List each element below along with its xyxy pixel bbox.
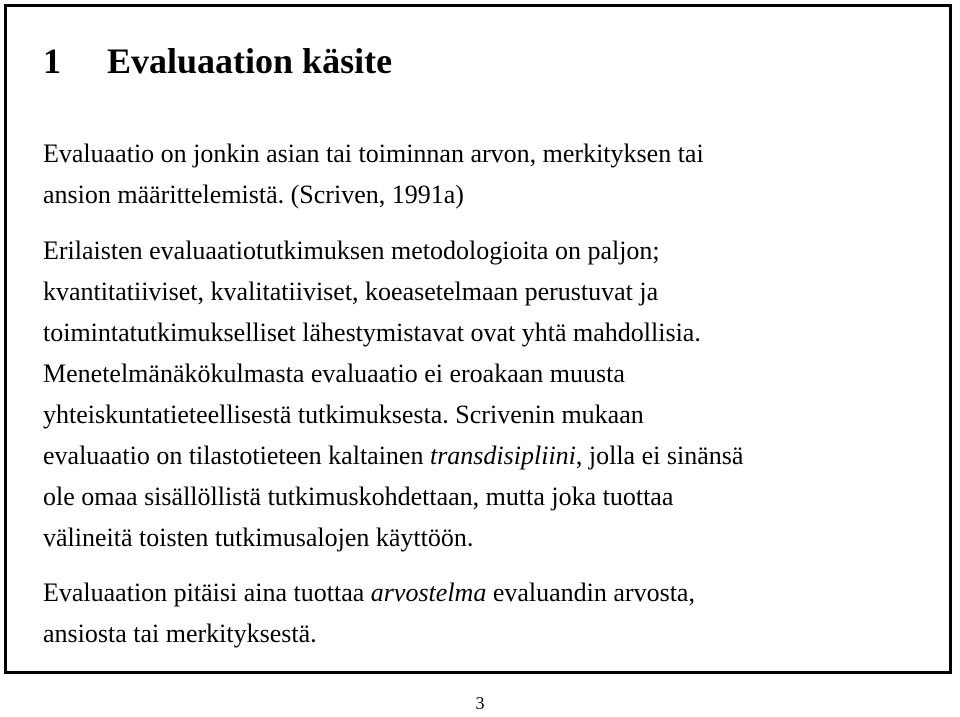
text-line bbox=[43, 230, 743, 271]
text-line bbox=[43, 133, 704, 174]
text-line bbox=[43, 271, 743, 312]
section-number: 1 bbox=[43, 41, 61, 81]
page-number: 3 bbox=[475, 693, 485, 713]
text-run: evaluaatio on tilastotieteen kaltainen bbox=[43, 441, 430, 470]
text-line bbox=[43, 312, 743, 353]
text-line bbox=[43, 394, 743, 435]
text-line bbox=[43, 572, 695, 613]
text-run: kvantitatiiviset, kvalitatiiviset, koeasetelmaan perustuvat ja bbox=[43, 277, 659, 306]
text-line bbox=[43, 613, 695, 654]
text-run: yhteiskuntatieteellisestä tutkimuksesta. Scrivenin mukaan bbox=[43, 400, 644, 429]
text-line bbox=[43, 353, 743, 394]
text-run: evaluandin arvosta, bbox=[486, 578, 695, 607]
text-run: ansion määrittelemistä. (Scriven, 1991a) bbox=[43, 180, 464, 209]
text-run: , jolla ei sinänsä bbox=[575, 441, 744, 470]
paragraph-definition bbox=[43, 133, 704, 215]
text-line bbox=[43, 174, 704, 215]
text-line bbox=[43, 476, 743, 517]
text-run: ole omaa sisällöllistä tutkimuskohdettaan, mutta joka tuottaa bbox=[43, 482, 674, 511]
italic-term: transdisipliini bbox=[429, 441, 576, 470]
italic-term: arvostelma bbox=[370, 578, 487, 607]
text-run: Evaluaatio on jonkin asian tai toiminnan arvon, merkityksen tai bbox=[43, 139, 704, 168]
section-title: Evaluaation käsite bbox=[107, 41, 393, 81]
text-run: Erilaisten evaluaatiotutkimuksen metodologioita on paljon; bbox=[43, 236, 660, 265]
text-line bbox=[43, 517, 743, 558]
text-run: ansiosta tai merkityksestä. bbox=[43, 619, 317, 648]
text-line bbox=[43, 435, 743, 476]
slide-frame bbox=[4, 4, 952, 674]
text-run: toimintatutkimukselliset lähestymistavat ovat yhtä mahdollisia. bbox=[43, 318, 701, 347]
paragraph-judgement bbox=[43, 572, 695, 654]
text-run: välineitä toisten tutkimusalojen käyttöön. bbox=[43, 523, 474, 552]
text-run: Evaluaation pitäisi aina tuottaa bbox=[43, 578, 371, 607]
paragraph-methodologies bbox=[43, 230, 743, 558]
text-run: Menetelmänäkökulmasta evaluaatio ei eroakaan muusta bbox=[43, 359, 625, 388]
section-heading bbox=[43, 39, 392, 83]
